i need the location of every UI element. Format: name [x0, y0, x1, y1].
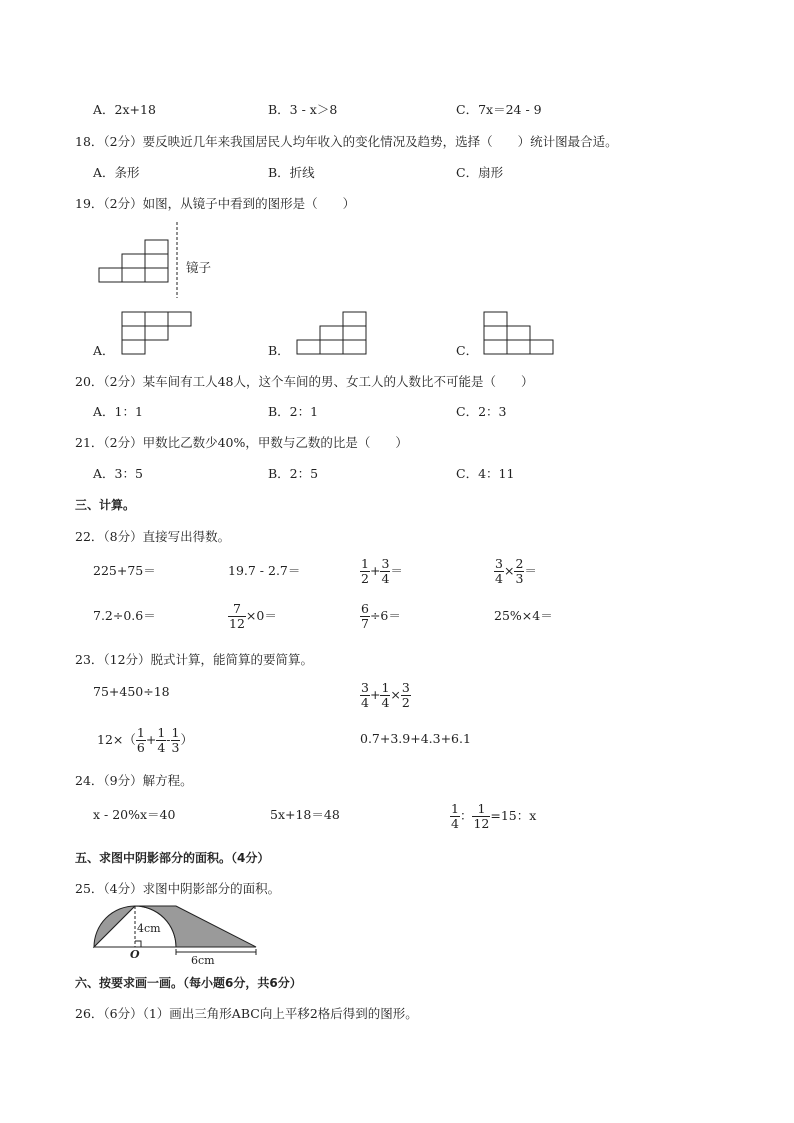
q19-option-c-figure	[481, 310, 556, 355]
mirror-label: 镜子	[186, 260, 212, 275]
q18-stem: 18．（2分）要反映近几年来我国居民人均年收入的变化情况及趋势，选择（ ）统计图最合适。	[75, 134, 618, 149]
fraction: $\frac{2}{3}$	[515, 556, 524, 586]
q22-expr-7: $\frac{6}{7}$ ÷6＝	[361, 601, 401, 631]
q23-stem: 23．（12分）脱式计算，能简算的要简算。	[75, 652, 314, 667]
fraction: $\frac{6}{7}$	[361, 601, 369, 631]
q21-option-b: B．2：5	[268, 466, 319, 481]
q24-eq-1: x - 20%x＝40	[93, 807, 176, 822]
fraction: $\frac{3}{4}$	[381, 556, 390, 586]
q23-expr-2: $\frac{3}{4}$ + $\frac{1}{4}$ × $\frac{3}{2}$	[361, 680, 410, 710]
q19-option-b: B．	[268, 343, 290, 358]
q18-option-c: C．扇形	[456, 165, 504, 180]
fraction: $\frac{1}{4}$	[381, 680, 390, 710]
q26-stem: 26．（6分）（1）画出三角形ABC向上平移2格后得到的图形。	[75, 1006, 418, 1021]
q17-option-a: A．2x+18	[93, 102, 156, 117]
q19-option-b-figure	[294, 310, 369, 355]
q22-expr-4: $\frac{3}{4}$ × $\frac{2}{3}$ ＝	[495, 556, 537, 586]
q19-figure	[95, 220, 190, 300]
section-6-heading: 六、按要求画一画。（每小题6分，共6分）	[75, 976, 302, 990]
fraction: $\frac{3}{4}$	[361, 680, 369, 710]
q21-option-a: A．3：5	[93, 466, 143, 481]
fraction: $\frac{3}{4}$	[495, 556, 503, 586]
q23-expr-1: 75+450÷18	[93, 684, 170, 699]
q21-stem: 21．（2分）甲数比乙数少40%，甲数与乙数的比是（ ）	[75, 435, 408, 450]
q22-expr-5: 7.2÷0.6＝	[93, 608, 156, 623]
q25-stem: 25．（4分）求图中阴影部分的面积。	[75, 881, 281, 896]
q18-option-b: B．折线	[268, 165, 315, 180]
q25-center-label: O	[130, 948, 140, 961]
q22-expr-6: $\frac{7}{12}$ ×0＝	[229, 601, 277, 631]
q20-option-a: A．1：1	[93, 404, 143, 419]
q25-shaded-figure	[90, 902, 265, 966]
q22-expr-3: $\frac{1}{2}$ + $\frac{3}{4}$ ＝	[361, 556, 403, 586]
q22-stem: 22．（8分）直接写出得数。	[75, 529, 231, 544]
q25-height-label: 4cm	[137, 922, 161, 935]
fraction: $\frac{7}{12}$	[229, 601, 245, 631]
q18-option-a: A．条形	[93, 165, 140, 180]
q19-option-c: C．	[456, 343, 479, 358]
q23-expr-3: 12×（ $\frac{1}{6}$ + $\frac{1}{4}$ - $\frac{1}{3}$ ）	[97, 725, 193, 755]
q19-stem: 19．（2分）如图，从镜子中看到的图形是（ ）	[75, 196, 356, 211]
q23-expr-4: 0.7+3.9+4.3+6.1	[360, 731, 471, 746]
q20-stem: 20．（2分）某车间有工人48人，这个车间的男、女工人的人数比不可能是（ ）	[75, 374, 534, 389]
q22-expr-2: 19.7 - 2.7＝	[228, 563, 301, 578]
fraction: $\frac{1}{2}$	[361, 556, 369, 586]
q25-base-label: 6cm	[191, 954, 215, 967]
fraction: $\frac{1}{6}$	[136, 725, 145, 755]
q24-stem: 24．（9分）解方程。	[75, 773, 193, 788]
q17-option-b: B．3 - x＞8	[268, 102, 338, 117]
q22-expr-1: 225+75＝	[93, 563, 156, 578]
fraction: $\frac{1}{12}$	[473, 801, 490, 831]
q21-option-c: C．4：11	[456, 466, 515, 481]
fraction: $\frac{1}{4}$	[451, 801, 459, 831]
fraction: $\frac{3}{2}$	[401, 680, 410, 710]
q24-eq-2: 5x+18＝48	[270, 807, 340, 822]
q17-option-c: C．7x＝24 - 9	[456, 102, 542, 117]
q20-option-c: C．2：3	[456, 404, 507, 419]
fraction: $\frac{1}{3}$	[171, 725, 180, 755]
q22-expr-8: 25%×4＝	[494, 608, 553, 623]
q24-eq-3: $\frac{1}{4}$ ： $\frac{1}{12}$ =15：x	[451, 801, 537, 831]
q20-option-b: B．2：1	[268, 404, 319, 419]
q19-option-a-figure	[120, 310, 195, 355]
q19-option-a: A．	[93, 343, 115, 358]
section-3-heading: 三、计算。	[75, 498, 136, 512]
fraction: $\frac{1}{4}$	[157, 725, 166, 755]
section-5-heading: 五、求图中阴影部分的面积。（4分）	[75, 851, 270, 865]
